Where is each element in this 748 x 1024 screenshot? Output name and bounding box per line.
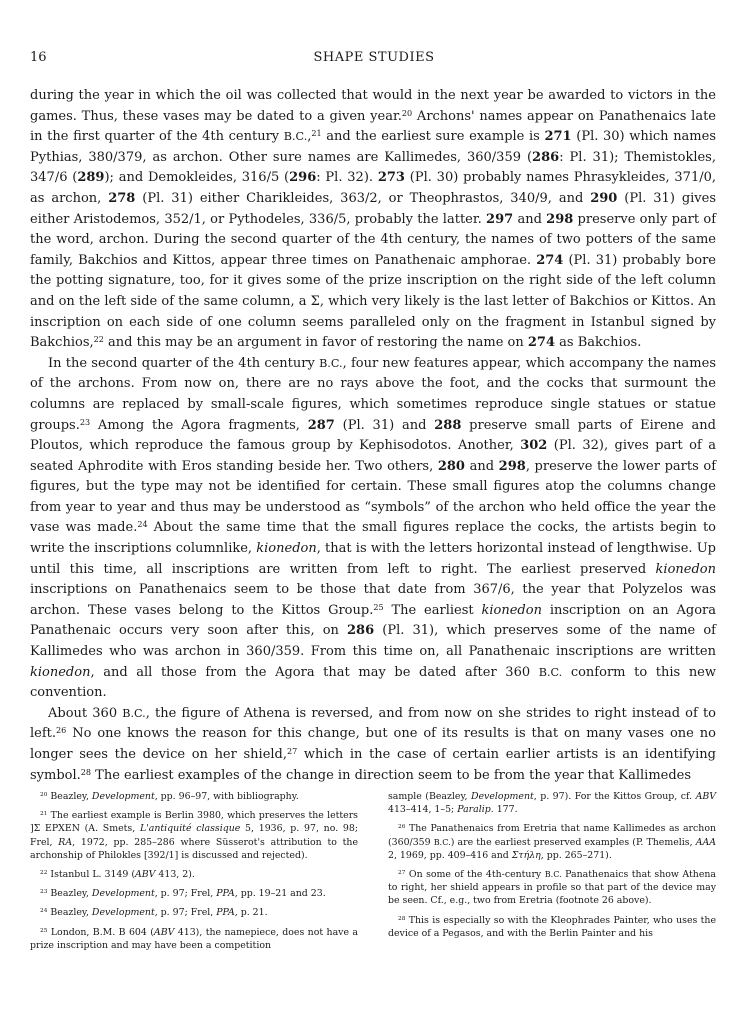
- catalogue-number: 278: [108, 190, 136, 206]
- catalogue-number: 271: [544, 129, 572, 145]
- footnotes-right-column: [388, 790, 716, 958]
- footnote-20: $^{20}$ Beazley, Development, pp. 96–97, with bibliography.: [40, 791, 299, 802]
- catalogue-number: 286: [532, 149, 560, 165]
- catalogue-number: 302: [520, 438, 548, 454]
- footnote-ref[interactable]: 27: [287, 746, 298, 756]
- footnote-ref[interactable]: 21: [311, 129, 322, 139]
- footnote-25-continued: sample (Beazley, Development, p. 97). For the Kittos Group, cf. ABV 413–414, 1–5; Paralip. 177.: [388, 791, 716, 816]
- footnote-ref[interactable]: 23: [79, 417, 91, 427]
- footnote-26: $^{26}$ The Panathenaics from Eretria that name Kallimedes as archon (360/359 B.C.) are the earliest preserved examples (P. Themelis, AAA 2, 1969, pp. 409–416 and Στήλη, pp. 265–271).: [388, 823, 717, 861]
- footnote-21: $^{21}$ The earliest example is Berlin 3980, which preserves the letters ]Σ EPXEN (A. Smets, L'antiquité classique 5, 1936, p. 97, no. 98; Frel, RA, 1972, pp. 285–286 where Süsserot's attribution to the archonship of Philokles [392/1] is discussed and rejected).: [30, 810, 359, 861]
- catalogue-number: 274: [527, 335, 556, 351]
- footnote-27: $^{27}$ On some of the 4th-century B.C. Panathenaics that show Athena to right, her shield appears in profile so that part of the device may be seen. Cf., e.g., two from Eretria (footnote 26 above).: [388, 869, 716, 907]
- catalogue-number: 274: [536, 252, 564, 268]
- footnote-28: $^{28}$ This is especially so with the Kleophrades Painter, who uses the device of a Pegasos, and with the Berlin Painter and his: [388, 914, 717, 939]
- footnote-ref[interactable]: 28: [80, 767, 92, 777]
- catalogue-number: 298: [546, 211, 574, 227]
- footnote-22: $^{22}$ Istanbul L. 3149 (ABV 413, 2).: [40, 869, 195, 881]
- catalogue-number: 289: [77, 170, 105, 186]
- page-number: 16: [30, 50, 47, 65]
- catalogue-number: 296: [289, 170, 317, 186]
- catalogue-number: 286: [347, 623, 375, 639]
- main-text: [30, 86, 716, 786]
- footnote-ref[interactable]: 26: [56, 726, 67, 736]
- footnote-ref[interactable]: 22: [93, 335, 104, 345]
- catalogue-number: 280: [437, 458, 465, 474]
- footnote-ref[interactable]: 20: [401, 108, 413, 118]
- footnote-23: $^{23}$ Beazley, Development, p. 97; Frel, PPA, pp. 19–21 and 23.: [40, 888, 326, 900]
- footnote-24: $^{24}$ Beazley, Development, p. 97; Frel, PPA, p. 21.: [40, 907, 268, 919]
- paragraph-3: About 360 B.C., the figure of Athena is reversed, and from now on she strides to right instead of to left.$^{26}$ No one knows the reason for this change, but one of its results is that on many vases one no longer sees the device on her shield,$^{27}$ which in the case of certain earlier artists is an identifying symbol.$^{28}$ The earliest examples of the change in direction seem to be from the year that Kallimedes: [30, 705, 716, 783]
- paragraph-2: In the second quarter of the 4th century B.C., four new features appear, which accompany the names of the archons. From now on, there are no rays above the foot, and the cocks that surmount the columns are replaced by small-scale figures, which sometimes reproduce single statues or statue groups.$^{23}$ Among the Agora fragments, 287 (Pl. 31) and 288 preserve small parts of Eirene and Ploutos, which reproduce the famous group by Kephisodotos. Another, 302 (Pl. 32), gives part of a seated Aphrodite with Eros standing beside her. Two others, 280 and 298, preserve the lower parts of figures, but the type may not be identified for certain. These small figures atop the columns change from year to year and thus may be understood as “symbols” of the archon who held office the year the vase was made.$^{24}$ About the same time that the small figures replace the cocks, the artists begin to write the inscriptions columnlike, kionedon, that is with the letters horizontal instead of lengthwise. Up until this time, all inscriptions are written from left to right. The earliest preserved kionedon inscriptions on Panathenaics seem to be those that date from 367/6, the year that Polyzelos was archon. These vases belong to the Kittos Group.$^{25}$ The earliest kionedon inscription on an Agora Panathenaic occurs very soon after this, on 286 (Pl. 31), which preserves some of the name of Kallimedes who was archon in 360/359. From this time on, all Panathenaic inscriptions are written kionedon, and all those from the Agora that may be dated after 360 B.C. conform to this new convention.: [30, 355, 717, 701]
- footnotes: [30, 790, 716, 958]
- catalogue-number: 290: [590, 190, 618, 206]
- footnote-ref[interactable]: 24: [137, 520, 148, 530]
- catalogue-number: 298: [498, 458, 526, 474]
- catalogue-number: 273: [377, 170, 405, 186]
- running-title: SHAPE STUDIES: [313, 50, 435, 65]
- footnote-25: $^{25}$ London, B.M. B 604 (ABV 413), the namepiece, does not have a prize inscription and may have been a competition: [30, 926, 359, 951]
- footnote-ref[interactable]: 25: [373, 602, 384, 612]
- catalogue-number: 297: [486, 211, 514, 227]
- footnotes-left-column: [30, 790, 358, 958]
- paragraph-1: during the year in which the oil was collected that would in the next year be awarded to victors in the games. Thus, these vases may be dated to a given year.$^{20}$ Archons' names appear on Panathenaics late in the first quarter of the 4th century B.C.,$^{21}$ and the earliest sure example is 271 (Pl. 30) which names Pythias, 380/379, as archon. Other sure names are Kallimedes, 360/359 (286: Pl. 31); Themistokles, 347/6 (289); and Demokleides, 316/5 (296: Pl. 32). 273 (Pl. 30) probably names Phrasykleides, 371/0, as archon, 278 (Pl. 31) either Charikleides, 363/2, or Theophrastos, 340/9, and 290 (Pl. 31) gives either Aristodemos, 352/1, or Pythodeles, 336/5, probably the latter. 297 and 298 preserve only part of the word, archon. During the second quarter of the 4th century, the names of two potters of the same family, Bakchios and Kittos, appear three times on Panathenaic amphorae. 274 (Pl. 31) probably bore the potting signature, too, for it gives some of the prize inscription on the right side of the left column and on the left side of the same column, a Σ, which very likely is the last letter of Bakchios or Kittos. An inscription on each side of one column seems paralleled only on the fragment in Istanbul signed by Bakchios,$^{22}$ and this may be an argument in favor of restoring the name on 274 as Bakchios.: [30, 88, 717, 351]
- catalogue-number: 287: [307, 417, 335, 433]
- catalogue-number: 288: [434, 417, 462, 433]
